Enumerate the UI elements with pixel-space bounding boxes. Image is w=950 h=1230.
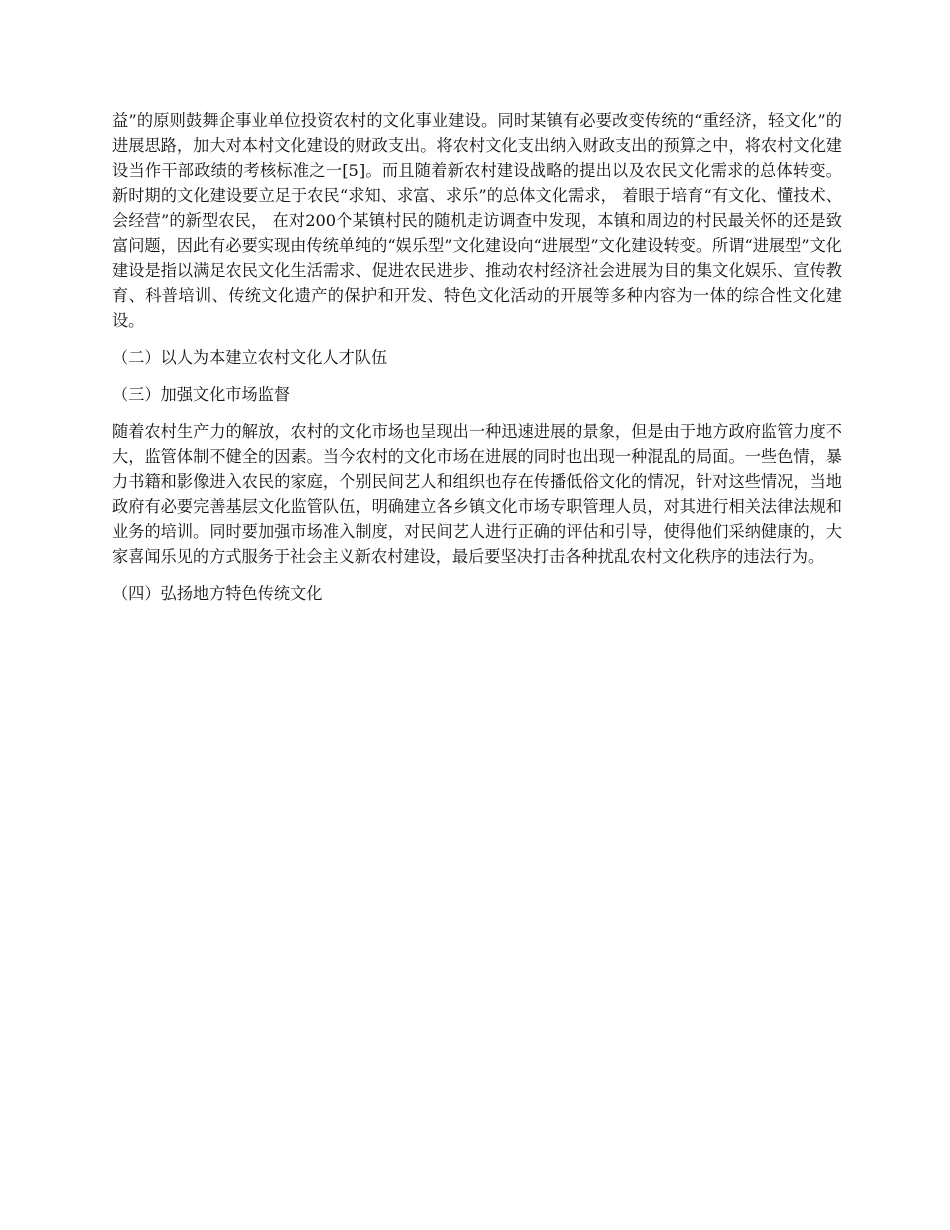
document-body (112, 108, 842, 618)
paragraph-cultural-investment: 益”的原则鼓舞企事业单位投资农村的文化事业建设。同时某镇有必要改变传统的“重经济，轻文化”的进展思路，加大对本村文化建设的财政支出。将农村文化支出纳入财政支出的预算之中，将农村文化建设当作干部政绩的考核标准之一[5]。而且随着新农村建设战略的提出以及农民文化需求的总体转变。新时期的文化建设要立足于农民“求知、求富、求乐”的总体文化需求， 着眼于培育“有文化、懂技术、会经营”的新型农民， 在对200个某镇村民的随机走访调查中发现，本镇和周边的村民最关怀的还是致富问题，因此有必要实现由传统单纯的“娱乐型”文化建设向“进展型”文化建设转变。所谓“进展型”文化建设是指以满足农民文化生活需求、促进农民进步、推动农村经济社会进展为目的集文化娱乐、宣传教育、科普培训、传统文化遗产的保护和开发、特色文化活动的开展等多种内容为一体的综合性文化建设。 (112, 111, 842, 330)
paragraph-market-supervision: 随着农村生产力的解放，农村的文化市场也呈现出一种迅速进展的景象，但是由于地方政府监管力度不大，监管体制不健全的因素。当今农村的文化市场在进展的同时也出现一种混乱的局面。一些色情，暴力书籍和影像进入农民的家庭，个别民间艺人和组织也存在传播低俗文化的情况，针对这些情况，当地政府有必要完善基层文化监管队伍，明确建立各乡镇文化市场专职管理人员，对其进行相关法律法规和业务的培训。同时要加强市场准入制度，对民间艺人进行正确的评估和引导，使得他们采纳健康的，大家喜闻乐见的方式服务于社会主义新农村建设，最后要坚决打击各种扰乱农村文化秩序的违法行为。 (112, 422, 842, 566)
section-heading-market-supervision: （三）加强文化市场监督 (112, 385, 291, 404)
section-heading-talent-team: （二）以人为本建立农村文化人才队伍 (112, 348, 388, 367)
section-heading-local-culture: （四）弘扬地方特色传统文化 (112, 584, 323, 603)
